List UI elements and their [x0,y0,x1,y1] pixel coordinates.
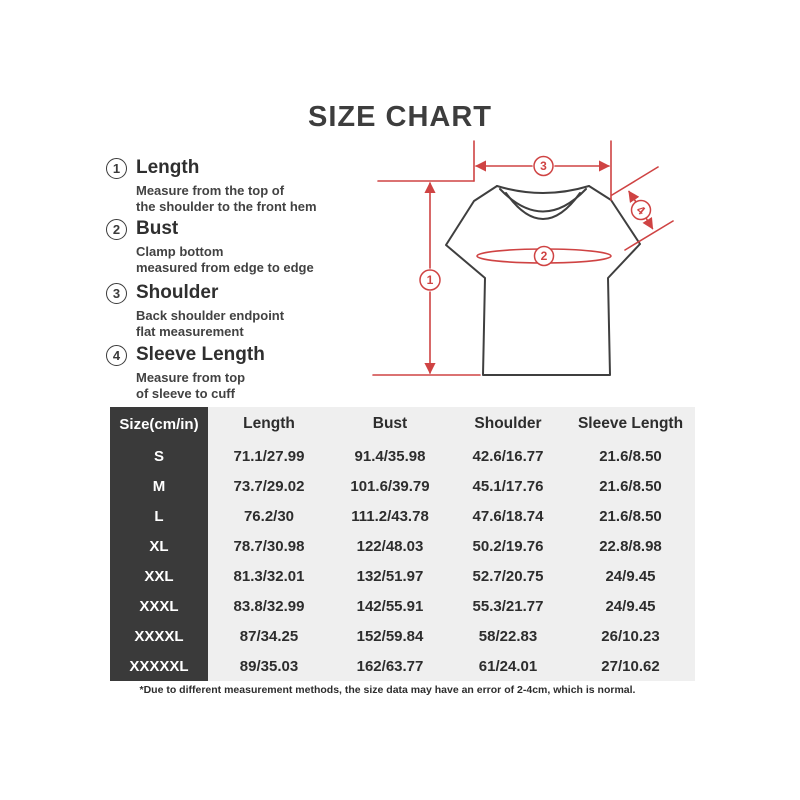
col-header-size: Size(cm/in) [110,407,208,441]
circled-number-3: 3 [106,283,127,304]
value-cell: 73.7/29.02 [208,471,330,501]
definition-length-head [106,157,317,179]
col-header: Sleeve Length [566,407,695,441]
value-cell: 21.6/8.50 [566,501,695,531]
table-row [110,471,695,501]
definition-sleeve-length [106,344,265,401]
value-cell: 111.2/43.78 [330,501,450,531]
value-cell: 71.1/27.99 [208,441,330,471]
size-table-grid [110,407,695,681]
definition-sleeve-length-head [106,344,265,366]
value-cell: 21.6/8.50 [566,441,695,471]
collar-rim [497,186,589,193]
definition-bust [106,218,314,275]
tshirt-measurement-diagram [370,133,690,403]
value-cell: 76.2/30 [208,501,330,531]
table-row [110,441,695,471]
value-cell: 58/22.83 [450,621,566,651]
page-title: SIZE CHART [308,101,492,133]
value-cell: 122/48.03 [330,531,450,561]
col-header: Shoulder [450,407,566,441]
value-cell: 152/59.84 [330,621,450,651]
value-cell: 24/9.45 [566,591,695,621]
size-cell: M [110,471,208,501]
value-cell: 83.8/32.99 [208,591,330,621]
definition-sleeve-length-label: Sleeve Length [136,344,265,365]
value-cell: 45.1/17.76 [450,471,566,501]
table-row [110,531,695,561]
collar-band-inner [506,193,580,219]
definition-shoulder [106,282,284,339]
value-cell: 81.3/32.01 [208,561,330,591]
marker-sleeve: 4 [633,202,648,218]
marker-shoulder: 3 [540,159,547,174]
col-header: Length [208,407,330,441]
definition-bust-desc: Clamp bottom measured from edge to edge [136,244,314,275]
value-cell: 24/9.45 [566,561,695,591]
value-cell: 89/35.03 [208,651,330,681]
size-table [110,407,695,681]
value-cell: 91.4/35.98 [330,441,450,471]
circled-number-4: 4 [106,345,127,366]
definition-shoulder-head [106,282,284,304]
table-row [110,651,695,681]
sleeve-tick-bottom [625,221,673,250]
size-cell: L [110,501,208,531]
table-row [110,501,695,531]
sleeve-tick-top [612,167,658,195]
value-cell: 26/10.23 [566,621,695,651]
circled-number-1: 1 [106,158,127,179]
definition-bust-head [106,218,314,240]
value-cell: 42.6/16.77 [450,441,566,471]
col-header: Bust [330,407,450,441]
definition-length-label: Length [136,157,200,178]
value-cell: 61/24.01 [450,651,566,681]
circled-number-2: 2 [106,219,127,240]
definition-length-desc: Measure from the top of the shoulder to the front hem [136,183,317,214]
definition-bust-label: Bust [136,218,179,239]
tshirt-outline [446,186,640,375]
definition-shoulder-desc: Back shoulder endpoint flat measurement [136,308,285,339]
value-cell: 78.7/30.98 [208,531,330,561]
table-row [110,591,695,621]
footnote: *Due to different measurement methods, the size data may have an error of 2-4cm, which is normal. [139,684,636,696]
table-header-row [110,407,695,441]
size-cell: S [110,441,208,471]
table-row [110,561,695,591]
value-cell: 22.8/8.98 [566,531,695,561]
size-cell: XXXXXL [110,651,208,681]
size-cell: XXXXL [110,621,208,651]
definition-sleeve-length-desc: Measure from top of sleeve to cuff [136,370,246,401]
value-cell: 162/63.77 [330,651,450,681]
value-cell: 47.6/18.74 [450,501,566,531]
value-cell: 50.2/19.76 [450,531,566,561]
value-cell: 132/51.97 [330,561,450,591]
value-cell: 27/10.62 [566,651,695,681]
sleeve-arrow-down [646,218,653,229]
marker-length: 1 [426,273,434,288]
marker-bust: 2 [540,249,548,264]
table-body [110,441,695,681]
definition-shoulder-label: Shoulder [136,282,219,303]
definition-length [106,157,317,214]
value-cell: 21.6/8.50 [566,471,695,501]
value-cell: 55.3/21.77 [450,591,566,621]
size-cell: XXL [110,561,208,591]
size-cell: XXXL [110,591,208,621]
table-row [110,621,695,651]
value-cell: 142/55.91 [330,591,450,621]
value-cell: 52.7/20.75 [450,561,566,591]
sleeve-arrow-up [629,192,636,203]
value-cell: 87/34.25 [208,621,330,651]
value-cell: 101.6/39.79 [330,471,450,501]
size-cell: XL [110,531,208,561]
